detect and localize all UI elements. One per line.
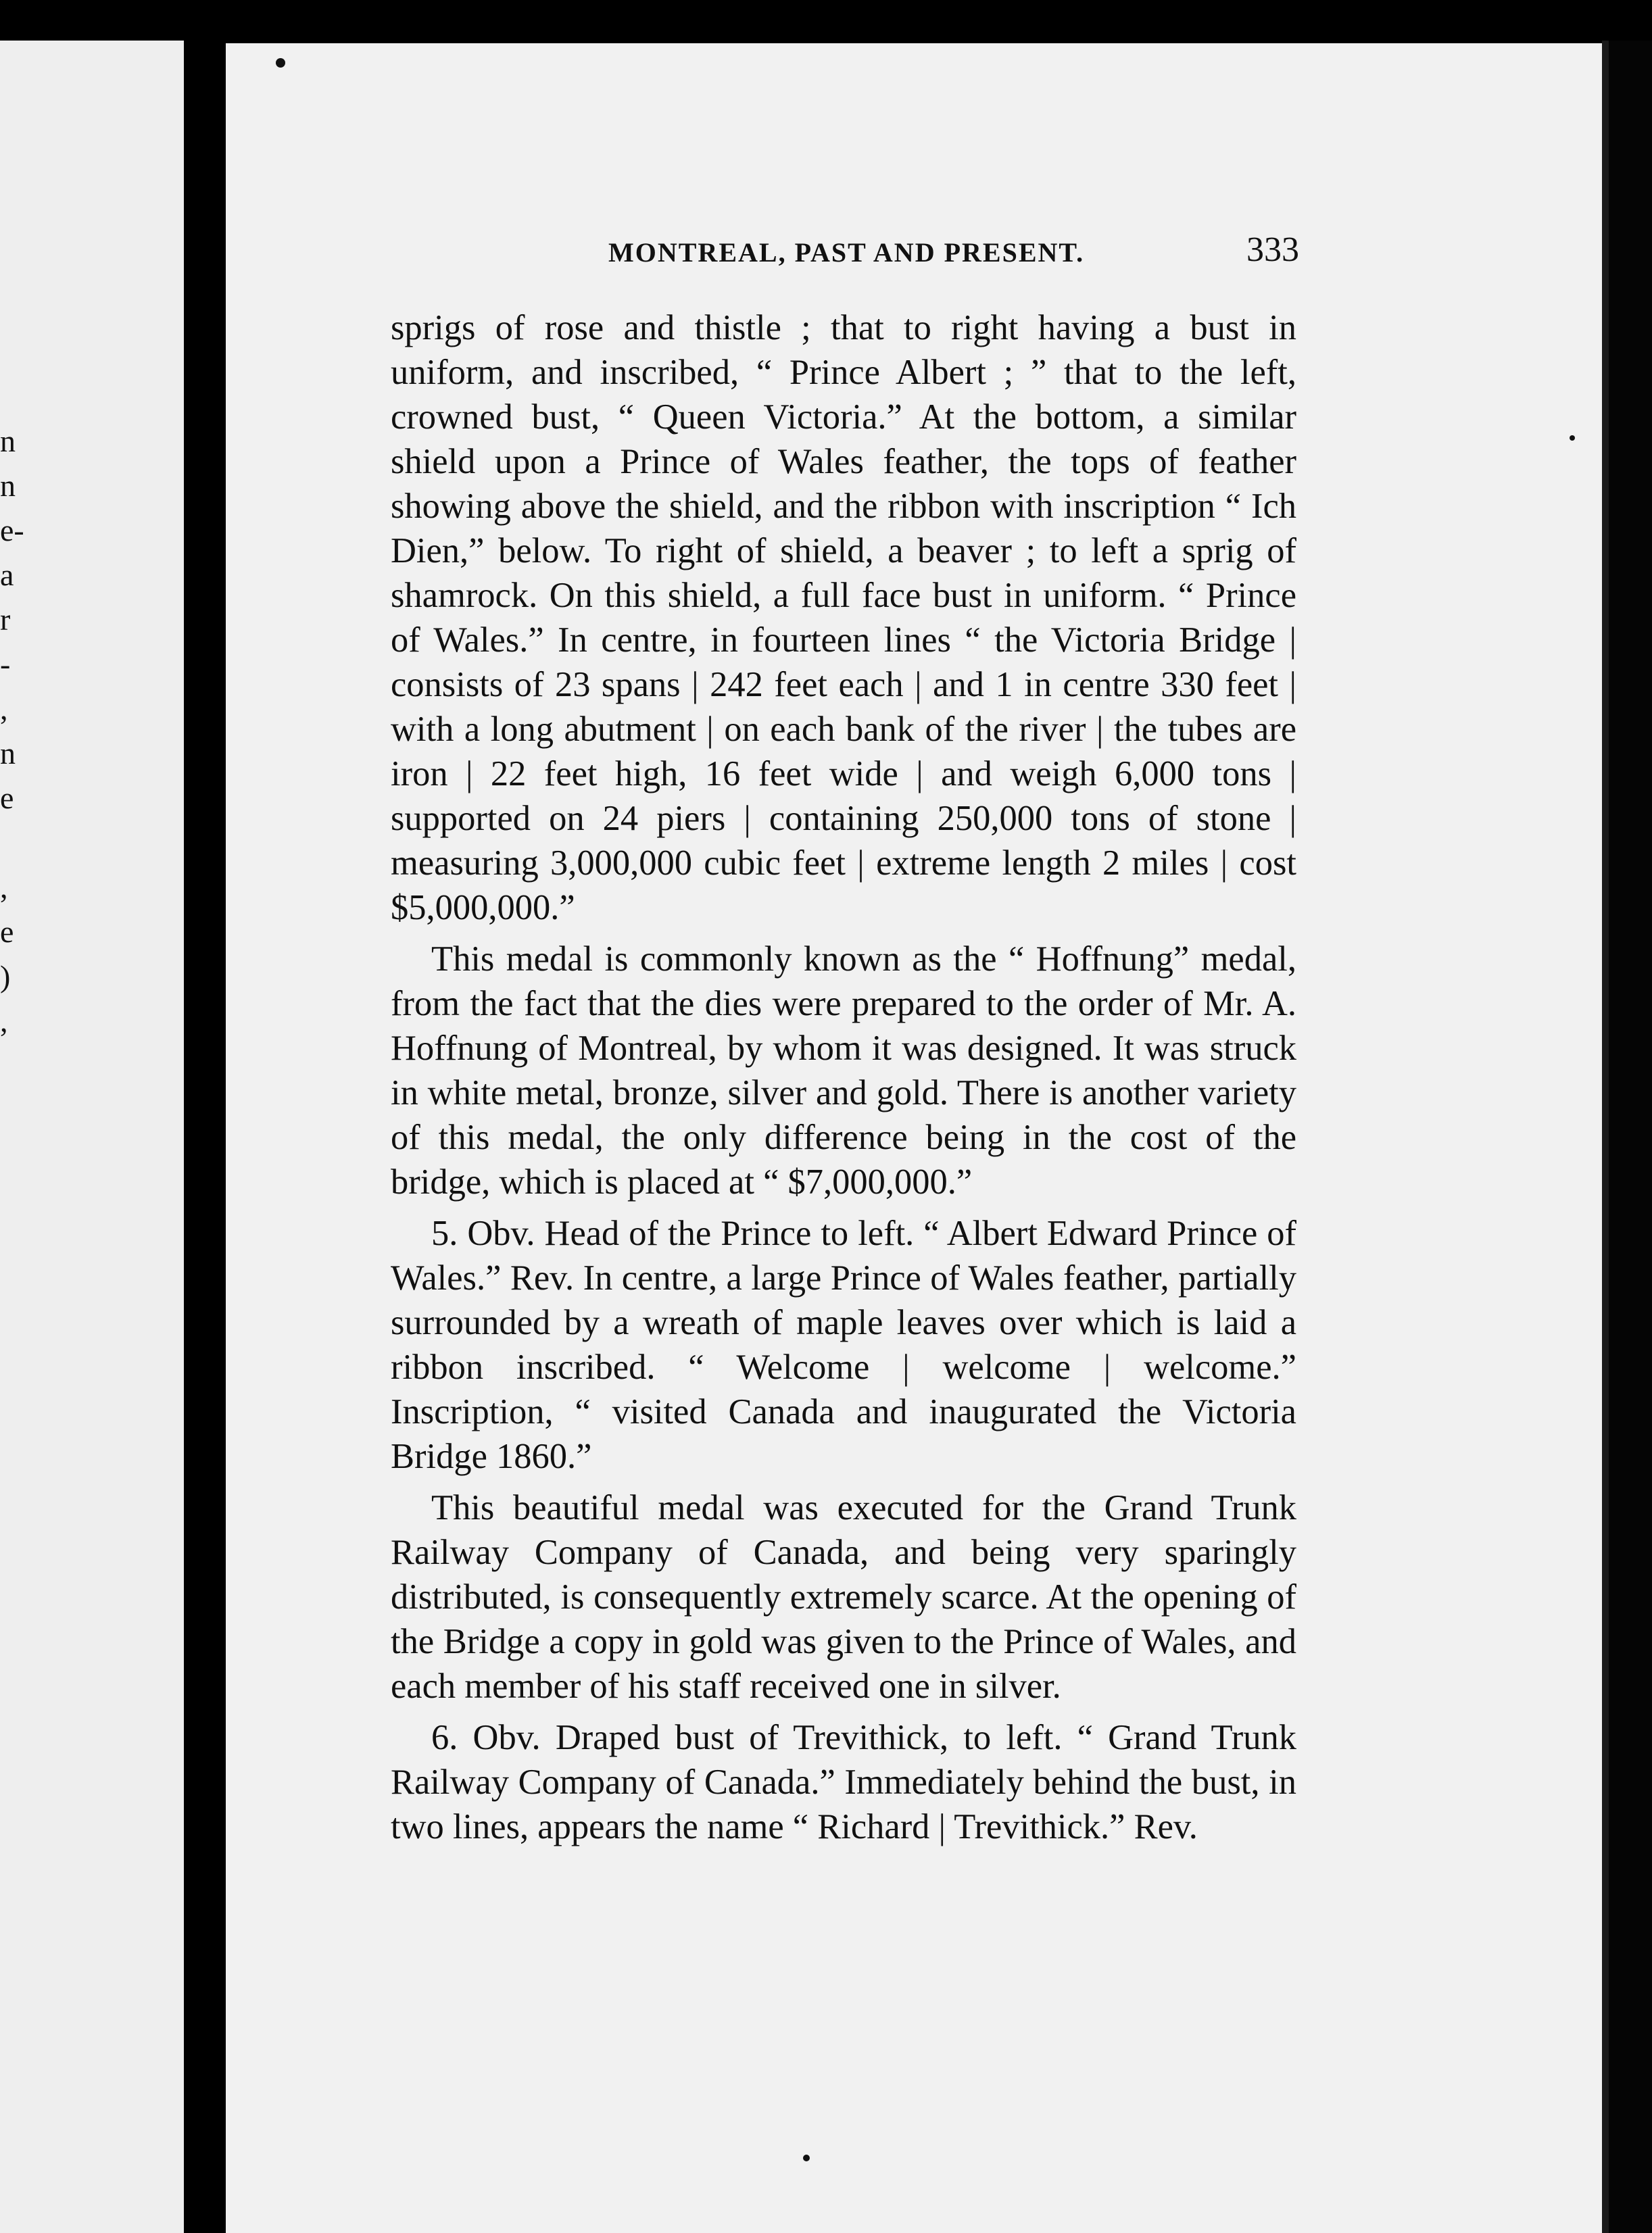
prev-fragment: , [0, 691, 8, 726]
prev-fragment: e- [0, 513, 24, 547]
paragraph: This medal is commonly known as the “ Hoffnung” medal, from the fact that the dies were prepared to the order of Mr. A. Hoffnung of Montreal, by whom it was designed. It was struck in white metal, bronze, silver and gold. There is another variety of this medal, the only difference being in the cost of the bridge, which is placed at “ $7,000,000.” [391, 939, 1296, 1202]
prev-fragment: n [0, 736, 16, 770]
prev-fragment: n [0, 468, 16, 503]
scan-speck [1570, 435, 1575, 441]
running-head: MONTREAL, PAST AND PRESENT. [608, 237, 1085, 268]
prev-fragment: a [0, 558, 14, 592]
prev-fragment: , [0, 1004, 8, 1038]
prev-fragment: r [0, 602, 11, 637]
previous-page-edge [0, 41, 184, 2233]
scan-border [1609, 41, 1652, 2233]
body-text [391, 305, 1296, 1856]
prev-fragment: n [0, 424, 16, 458]
prev-fragment: e [0, 781, 14, 815]
prev-fragment: ) [0, 959, 11, 993]
paragraph: 6. Obv. Draped bust of Trevithick, to left. “ Grand Trunk Railway Company of Canada.” Immediately behind the bust, in two lines, appears the name “ Richard | Trevithick.” Rev. [391, 1718, 1296, 1846]
prev-fragment: e [0, 914, 14, 949]
scan-speck [803, 2155, 810, 2161]
prev-fragment: , [0, 870, 8, 904]
page-edge-rule [1602, 41, 1609, 2233]
prev-fragment: - [0, 647, 11, 681]
prev-fragment [0, 820, 41, 865]
paragraph: 5. Obv. Head of the Prince to left. “ Albert Edward Prince of Wales.” Rev. In centre, a large Prince of Wales feather, partially surrounded by a wreath of maple leaves over which is laid a ribbon inscribed. “ Welcome | welcome | welcome.” Inscription, “ visited Canada and inaugurated the Victoria Bridge 1860.” [391, 1214, 1296, 1476]
paragraph: sprigs of rose and thistle ; that to right having a bust in uniform, and inscribed, “ Prince Albert ; ” that to the left, crowned bust, “ Queen Victoria.” At the bottom, a similar shield upon a Prince of Wales feather, the tops of feather showing above the shield, and the ribbon with inscription “ Ich Dien,” below. To right of shield, a beaver ; to left a sprig of shamrock. On this shield, a full face bust in uniform. “ Prince of Wales.” In centre, in fourteen lines “ the Victoria Bridge | consists of 23 spans | 242 feet each | and 1 in centre 330 feet | with a long abutment | on each bank of the river | the tubes are iron | 22 feet high, 16 feet wide | and weigh 6,000 tons | supported on 24 piers | containing 250,000 tons of stone | measuring 3,000,000 cubic feet | extreme length 2 miles | cost $5,000,000.” [391, 308, 1296, 927]
paragraph: This beautiful medal was executed for the Grand Trunk Railway Company of Canada, and being very sparingly distributed, is consequently extremely scarce. At the opening of the Bridge a copy in gold was given to the Prince of Wales, and each member of his staff received one in silver. [391, 1488, 1296, 1706]
page-number: 333 [1246, 230, 1299, 269]
page-header [387, 230, 1299, 284]
previous-page-text-fragments [0, 419, 41, 1044]
scan-speck [276, 58, 285, 68]
